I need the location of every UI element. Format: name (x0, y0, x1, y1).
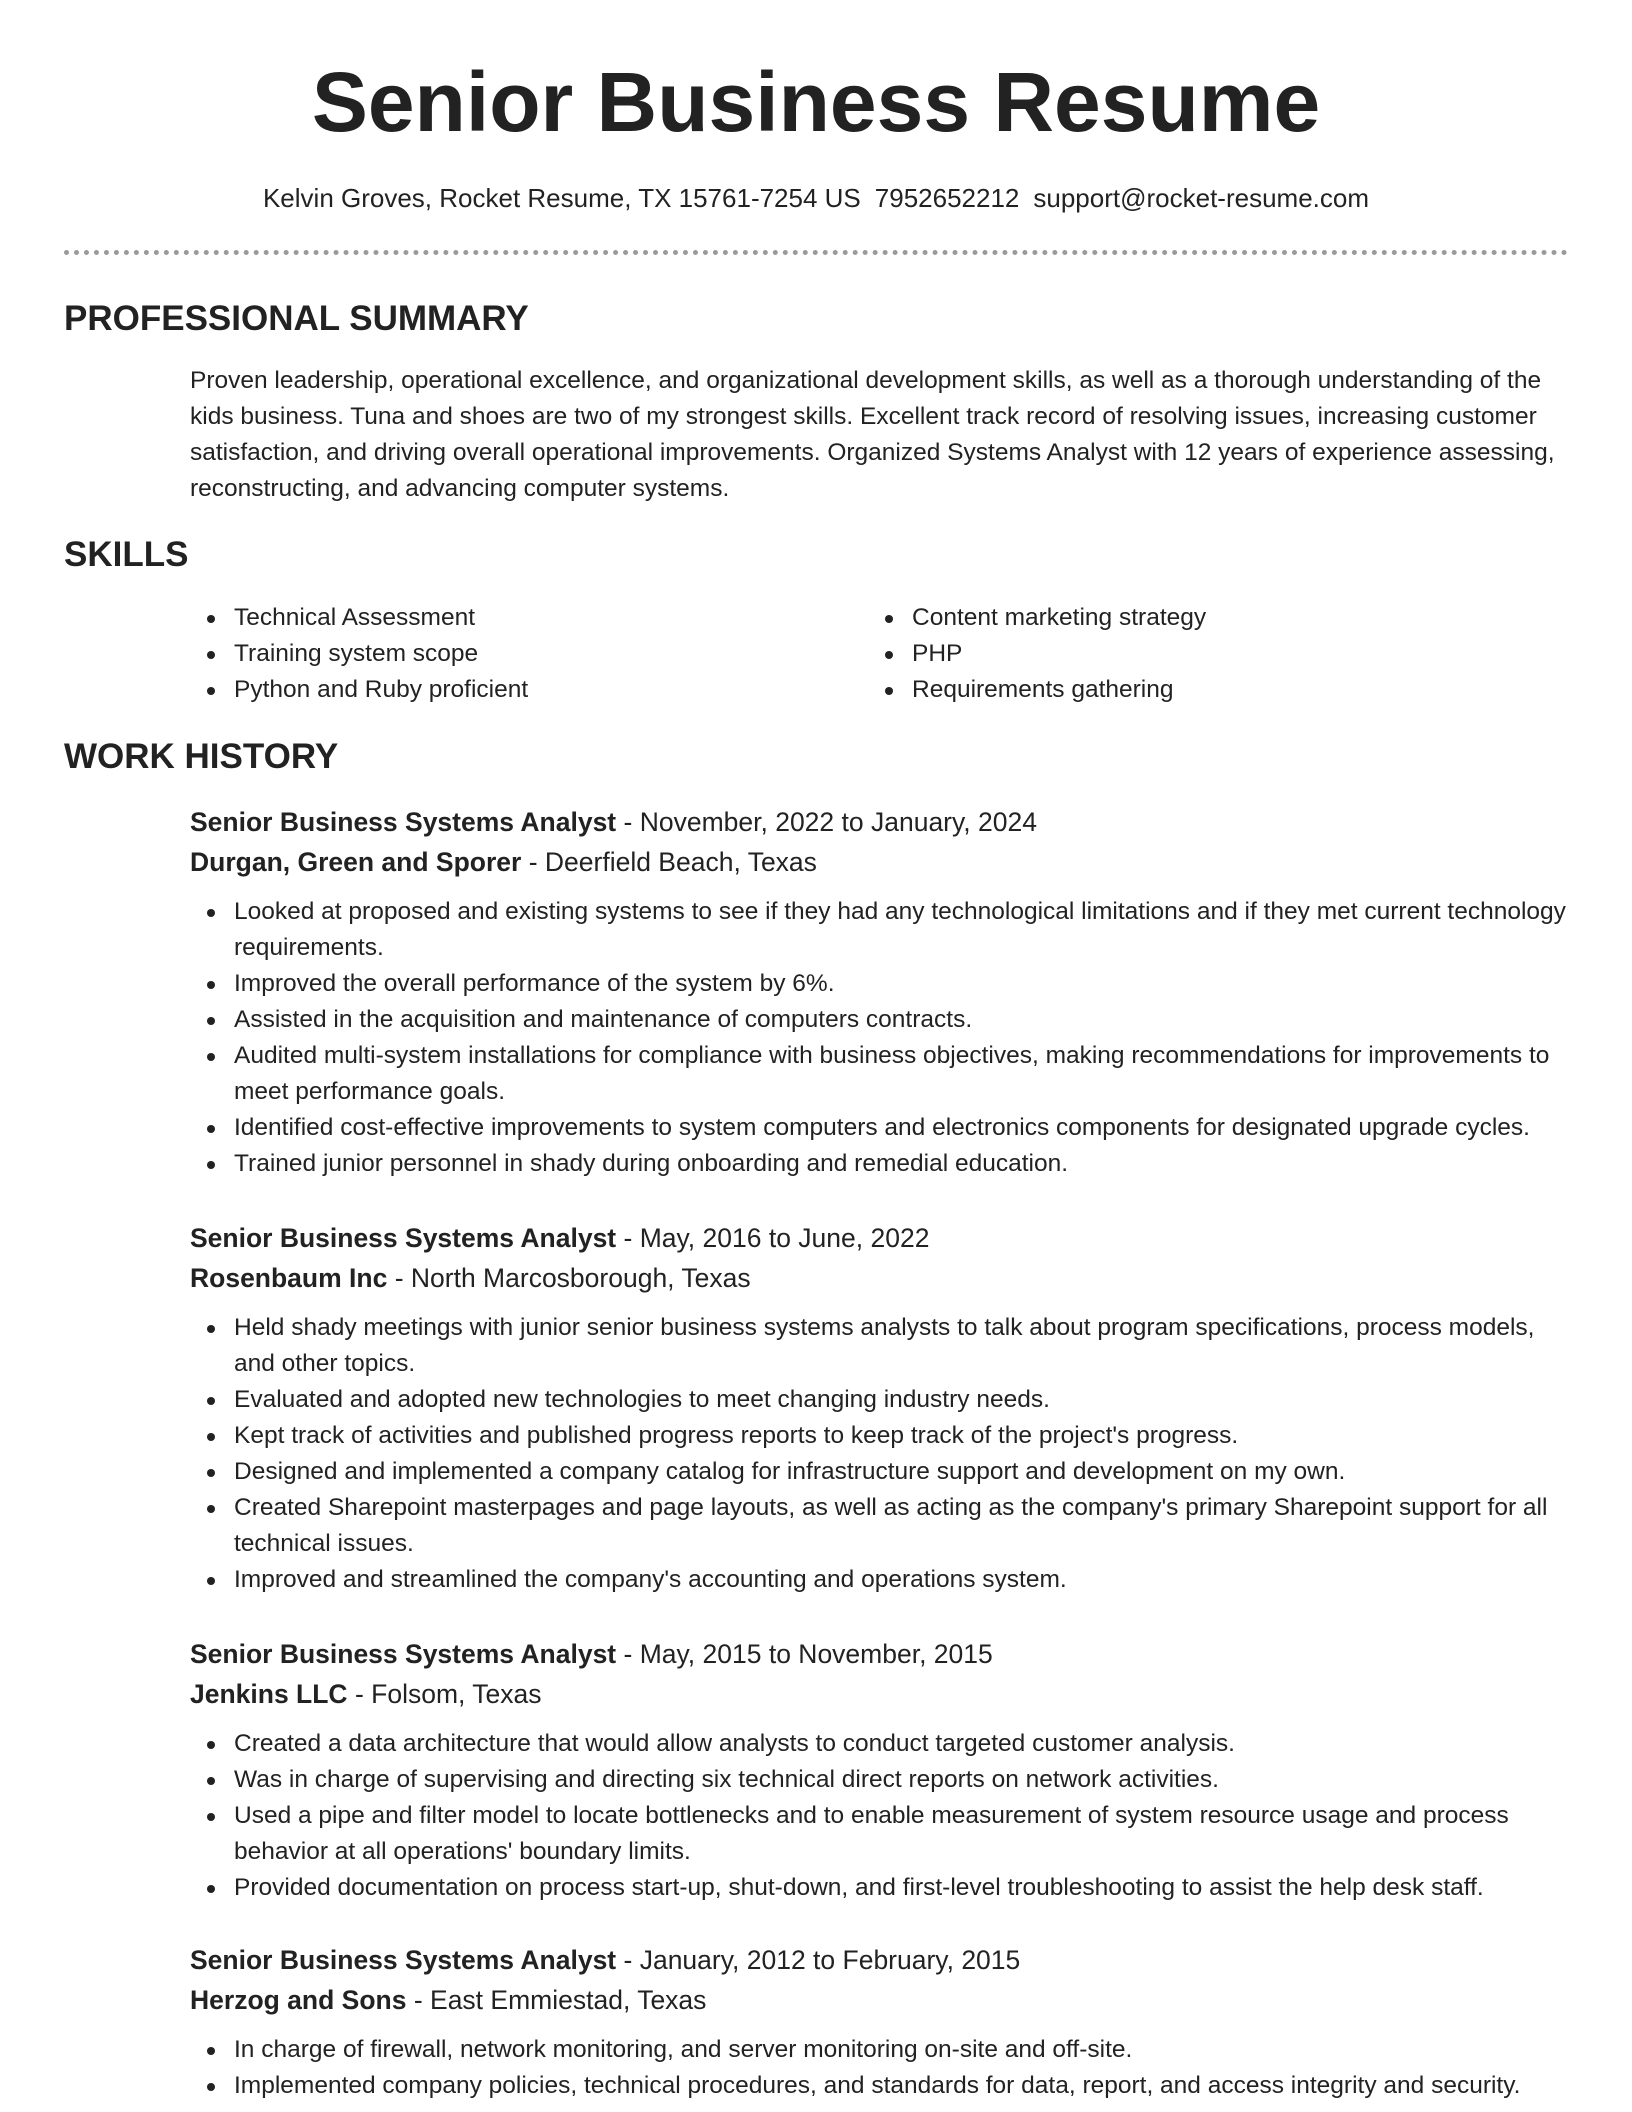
skill-item: Technical Assessment (190, 600, 840, 636)
job-bullets (190, 894, 1580, 1182)
skill-item: Training system scope (190, 636, 840, 672)
job-company-line: Herzog and Sons - East Emmiestad, Texas (190, 1985, 707, 2015)
job-bullet: Assisted in the acquisition and maintenance of computers contracts. (190, 1002, 1580, 1038)
job-bullet: Held shady meetings with junior senior business systems analysts to talk about program specifications, process models, and other topics. (190, 1310, 1580, 1382)
resume-title: Senior Business Resume (311, 55, 1321, 149)
job-company: Durgan, Green and Sporer (190, 847, 522, 877)
section-heading-summary: PROFESSIONAL SUMMARY (64, 299, 529, 338)
summary-text: Proven leadership, operational excellence, and organizational development skills, as well as a thorough understanding of the kids business. Tuna and shoes are two of my strongest skills. Excellent track record of resolving issues, increasing customer satisfaction, and driving overall operational improvements. Organized Systems Analyst with 12 years of experience assessing, reconstructing, and advancing computer systems. (190, 367, 1555, 502)
job-entry (190, 1940, 1580, 2104)
job-bullet: Kept track of activities and published progress reports to keep track of the project's progress. (190, 1418, 1580, 1454)
job-bullet: Trained junior personnel in shady during onboarding and remedial education. (190, 1146, 1580, 1182)
job-bullet: Looked at proposed and existing systems to see if they had any technological limitations and if they met current technology requirements. (190, 894, 1580, 966)
job-bullet: Identified cost-effective improvements to system computers and electronics components for designated upgrade cycles. (190, 1110, 1580, 1146)
skill-item: PHP (868, 636, 1518, 672)
job-company-line: Durgan, Green and Sporer - Deerfield Beach, Texas (190, 847, 817, 877)
contact-line (0, 178, 1632, 218)
section-heading-work-history: WORK HISTORY (64, 737, 339, 776)
section-heading-skills: SKILLS (64, 535, 189, 574)
contact-email: support@rocket-resume.com (1033, 183, 1370, 213)
job-bullet: Used a pipe and filter model to locate bottlenecks and to enable measurement of system resource usage and process behavior at all operations' boundary limits. (190, 1798, 1580, 1870)
job-location: Deerfield Beach, Texas (544, 847, 817, 877)
contact-phone: 7952652212 (874, 183, 1020, 213)
job-bullet: Created Sharepoint masterpages and page layouts, as well as acting as the company's primary Sharepoint support for all technical issues. (190, 1490, 1580, 1562)
job-company: Rosenbaum Inc (190, 1263, 388, 1293)
job-dates: May, 2015 to November, 2015 (639, 1639, 993, 1669)
contact-address: Kelvin Groves, Rocket Resume, TX 15761-7254 US (262, 183, 861, 213)
job-bullet: Implemented company policies, technical procedures, and standards for data, report, and access integrity and security. (190, 2068, 1580, 2104)
job-company: Jenkins LLC (190, 1679, 348, 1709)
job-title-line: Senior Business Systems Analyst - January, 2012 to February, 2015 (190, 1945, 1021, 1975)
skills-column-right (868, 600, 1518, 708)
job-title: Senior Business Systems Analyst (190, 1945, 617, 1975)
job-entry (190, 1218, 1580, 1598)
job-location: Folsom, Texas (371, 1679, 542, 1709)
job-title: Senior Business Systems Analyst (190, 807, 617, 837)
job-bullet: Provided documentation on process start-up, shut-down, and first-level troubleshooting to assist the help desk staff. (190, 1870, 1580, 1906)
job-company-line: Rosenbaum Inc - North Marcosborough, Texas (190, 1263, 751, 1293)
skills-column-left (190, 600, 840, 708)
skill-item: Requirements gathering (868, 672, 1518, 708)
job-bullets (190, 1726, 1580, 1906)
job-company-line: Jenkins LLC - Folsom, Texas (190, 1679, 542, 1709)
skill-item: Python and Ruby proficient (190, 672, 840, 708)
job-location: North Marcosborough, Texas (410, 1263, 751, 1293)
job-title-line: Senior Business Systems Analyst - November, 2022 to January, 2024 (190, 807, 1037, 837)
job-bullets (190, 2032, 1580, 2104)
job-bullet: Created a data architecture that would allow analysts to conduct targeted customer analysis. (190, 1726, 1580, 1762)
job-bullets (190, 1310, 1580, 1598)
job-bullet: Was in charge of supervising and directing six technical direct reports on network activities. (190, 1762, 1580, 1798)
job-location: East Emmiestad, Texas (430, 1985, 707, 2015)
job-bullet: Designed and implemented a company catalog for infrastructure support and development on my own. (190, 1454, 1580, 1490)
job-bullet: Improved the overall performance of the system by 6%. (190, 966, 1580, 1002)
job-title-line: Senior Business Systems Analyst - May, 2015 to November, 2015 (190, 1639, 993, 1669)
job-entry (190, 802, 1580, 1182)
job-dates: May, 2016 to June, 2022 (639, 1223, 930, 1253)
job-title: Senior Business Systems Analyst (190, 1639, 617, 1669)
job-bullet: In charge of firewall, network monitoring, and server monitoring on-site and off-site. (190, 2032, 1580, 2068)
header-divider (64, 250, 1568, 255)
job-company: Herzog and Sons (190, 1985, 407, 2015)
job-dates: January, 2012 to February, 2015 (639, 1945, 1021, 1975)
job-bullet: Evaluated and adopted new technologies to meet changing industry needs. (190, 1382, 1580, 1418)
job-bullet: Audited multi-system installations for compliance with business objectives, making recommendations for improvements to meet performance goals. (190, 1038, 1580, 1110)
skill-item: Content marketing strategy (868, 600, 1518, 636)
job-title-line: Senior Business Systems Analyst - May, 2016 to June, 2022 (190, 1223, 930, 1253)
job-dates: November, 2022 to January, 2024 (639, 807, 1037, 837)
job-bullet: Improved and streamlined the company's accounting and operations system. (190, 1562, 1580, 1598)
job-title: Senior Business Systems Analyst (190, 1223, 617, 1253)
job-entry (190, 1634, 1580, 1906)
